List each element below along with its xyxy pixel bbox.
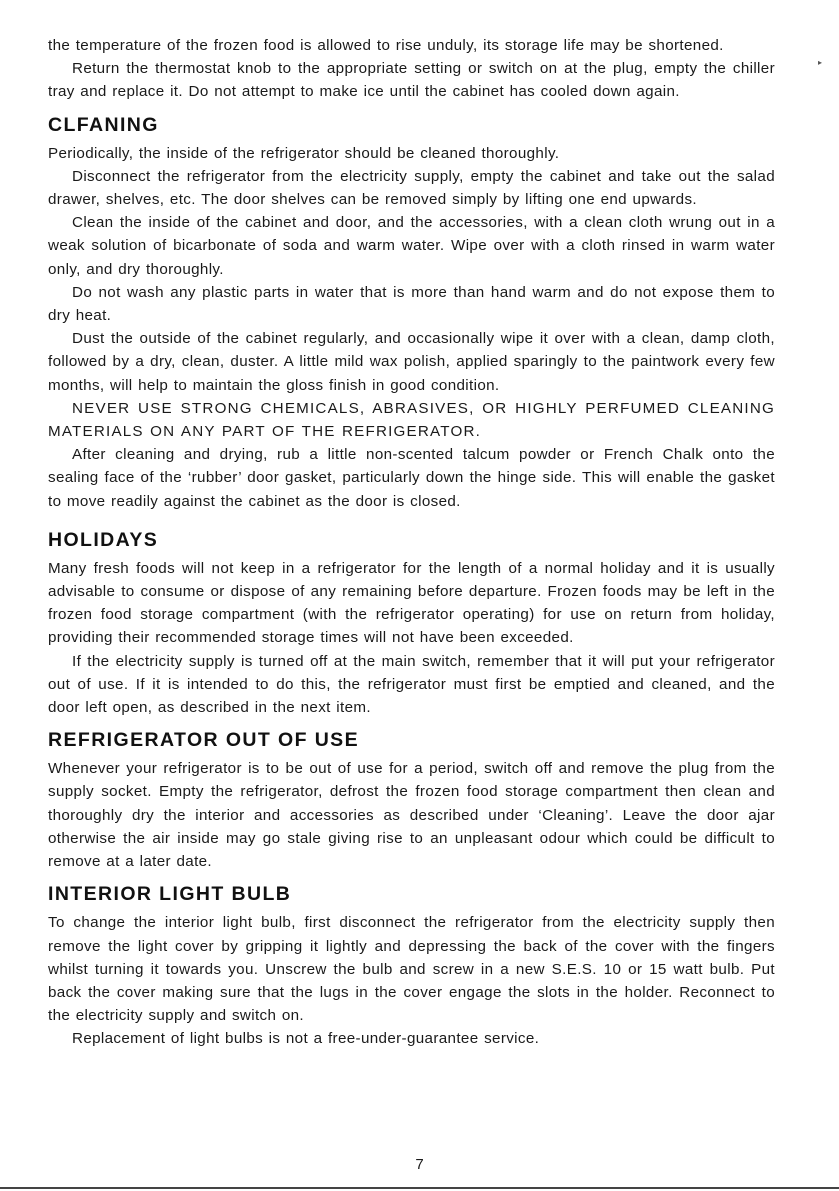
- cleaning-paragraph-3: Clean the inside of the cabinet and door, and the accessories, with a clean cloth wrung out in a weak solution of bicarbonate of soda and warm water. Wipe over with a cloth rinsed in warm water only, and dry thoroughly.: [48, 214, 775, 278]
- cleaning-paragraph-1: Periodically, the inside of the refrigerator should be cleaned thoroughly.: [48, 144, 560, 162]
- light-bulb-heading: INTERIOR LIGHT BULB: [48, 883, 292, 906]
- manual-page: [48, 34, 775, 1051]
- out-of-use-paragraph-1: Whenever your refrigerator is to be out of use for a period, switch off and remove the plug from the supply socket. Empty the refrigerator, defrost the frozen food storage compartment then clean and thoroughly dry the interior and accessories as described under ‘Cleaning’. Leave the door ajar otherwise the air inside may go stale giving rise to an unpleasant odour which could be difficult to remove at a later date.: [48, 760, 775, 871]
- cleaning-warning: NEVER USE STRONG CHEMICALS, ABRASIVES, OR HIGHLY PERFUMED CLEANING MATERIALS ON ANY PART OF THE REFRIGERATOR.: [48, 399, 775, 441]
- scan-mark: ▸: [818, 58, 823, 67]
- cleaning-paragraph-7: After cleaning and drying, rub a little non-scented talcum powder or French Chalk onto the sealing face of the ‘rubber’ door gasket, particularly down the hinge side. This will enable the gasket to move readily against the cabinet as the door is closed.: [48, 446, 775, 510]
- light-bulb-paragraph-1: To change the interior light bulb, first disconnect the refrigerator from the electricity supply then remove the light cover by gripping it lightly and depressing the back of the cover with the fingers whilst turning it towards you. Unscrew the bulb and screw in a new S.E.S. 10 or 15 watt bulb. Put back the cover making sure that the lugs in the cover engage the slots in the holder. Reconnect to the electricity supply and switch on.: [48, 914, 775, 1025]
- holidays-paragraph-2: If the electricity supply is turned off at the main switch, remember that it will put your refrigerator out of use. If it is intended to do this, the refrigerator must first be emptied and cleaned, and the door left open, as described in the next item.: [48, 652, 775, 717]
- holidays-paragraph-1: Many fresh foods will not keep in a refrigerator for the length of a normal holiday and it is usually advisable to consume or dispose of any remaining before departure. Frozen foods may be left in the frozen food storage compartment (with the refrigerator operating) for use on return from holiday, providing their recommended storage times will not have been exceeded.: [48, 559, 775, 647]
- cleaning-paragraph-4: Do not wash any plastic parts in water that is more than hand warm and do not expose them to dry heat.: [48, 283, 775, 325]
- light-bulb-paragraph-2: Replacement of light bulbs is not a free-under-guarantee service.: [72, 1030, 540, 1048]
- cleaning-paragraph-2: Disconnect the refrigerator from the electricity supply, empty the cabinet and take out the salad drawer, shelves, etc. The door shelves can be removed simply by lifting one end upwards.: [48, 167, 775, 209]
- bottom-rule: [0, 1187, 839, 1189]
- cleaning-paragraph-5: Dust the outside of the cabinet regularly, and occasionally wipe it over with a clean, damp cloth, followed by a dry, clean, duster. A little mild wax polish, applied sparingly to the paintwork every few months, will help to maintain the gloss finish in good condition.: [48, 330, 775, 394]
- page-number: 7: [415, 1156, 424, 1173]
- cleaning-heading: CLFANING: [48, 113, 159, 136]
- intro-paragraph-1: the temperature of the frozen food is allowed to rise unduly, its storage life may be shortened.: [48, 37, 724, 54]
- holidays-heading: HOLIDAYS: [48, 528, 159, 551]
- out-of-use-heading: REFRIGERATOR OUT OF USE: [48, 729, 359, 752]
- intro-paragraph-2: Return the thermostat knob to the appropriate setting or switch on at the plug, empty the chiller tray and replace it. Do not attempt to make ice until the cabinet has cooled down again.: [48, 60, 775, 101]
